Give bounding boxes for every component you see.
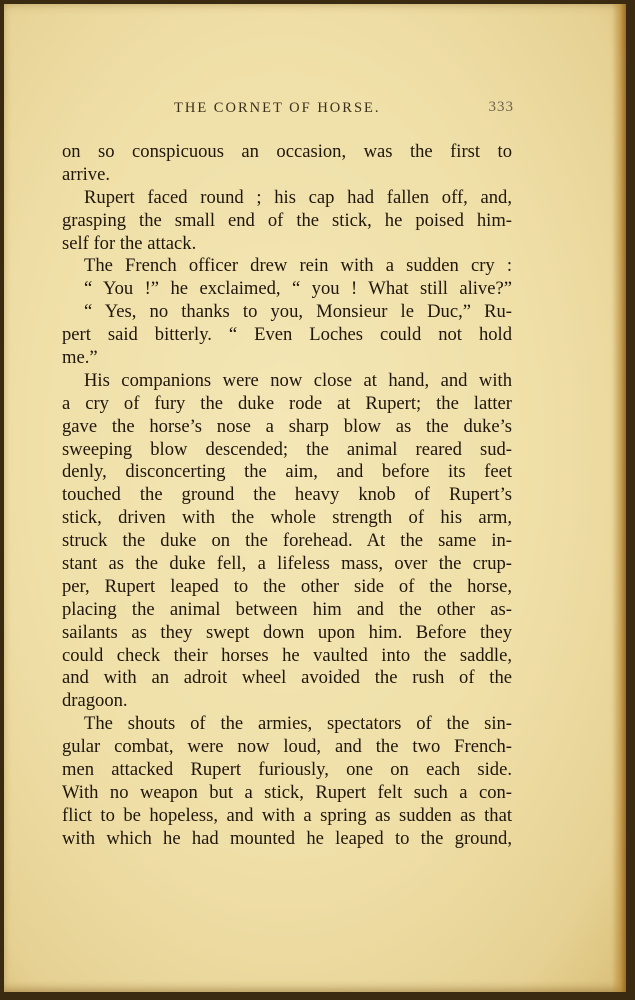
text-line: The shouts of the armies, spectators of the sin-	[84, 713, 512, 735]
page-edge-shadow	[612, 4, 626, 992]
text-line: on so conspicuous an occasion, was the first to	[62, 141, 512, 162]
text-line: self for the attack.	[62, 232, 197, 254]
text-line: sweeping blow descended; the animal reared sud-	[62, 438, 512, 460]
text-line: The French officer drew rein with a sudden cry :	[84, 255, 512, 277]
text-line: could check their horses he vaulted into the saddle,	[62, 644, 512, 666]
text-line: with which he had mounted he leaped to the ground,	[62, 827, 512, 849]
body-text	[62, 141, 512, 851]
text-line: per, Rupert leaped to the other side of the horse,	[62, 575, 512, 597]
text-line: flict to be hopeless, and with a spring as sudden as that	[62, 804, 512, 826]
text-line: With no weapon but a stick, Rupert felt such a con-	[62, 781, 512, 803]
text-line: denly, disconcerting the aim, and before its feet	[62, 461, 512, 483]
text-line: placing the animal between him and the other as-	[62, 598, 512, 620]
text-line: me.”	[62, 347, 98, 369]
text-line: “ You !” he exclaimed, “ you ! What still alive?”	[84, 278, 512, 300]
text-line: “ Yes, no thanks to you, Monsieur le Duc,” Ru-	[84, 301, 512, 323]
text-line: pert said bitterly. “ Even Loches could not hold	[62, 324, 512, 346]
text-line: Rupert faced round ; his cap had fallen off, and,	[84, 186, 512, 208]
text-line: stick, driven with the whole strength of his arm,	[62, 507, 512, 529]
page-number: 333	[488, 99, 514, 115]
text-line: His companions were now close at hand, and with	[84, 369, 512, 391]
text-line: men attacked Rupert furiously, one on each side.	[62, 759, 512, 781]
text-line: gave the horse’s nose a sharp blow as the duke’s	[62, 415, 512, 437]
running-title: THE CORNET OF HORSE.	[174, 100, 381, 116]
book-page	[4, 4, 626, 992]
text-line: touched the ground the heavy knob of Rupert’s	[62, 484, 512, 506]
text-line: arrive.	[62, 163, 111, 185]
text-line: struck the duke on the forehead. At the same in-	[62, 530, 512, 552]
running-header	[62, 99, 514, 124]
text-line: stant as the duke fell, a lifeless mass, over the crup-	[62, 553, 512, 575]
text-line: and with an adroit wheel avoided the rush of the	[62, 667, 512, 689]
text-line: a cry of fury the duke rode at Rupert; the latter	[62, 392, 512, 414]
text-line: grasping the small end of the stick, he poised him-	[62, 209, 512, 231]
text-line: sailants as they swept down upon him. Before they	[62, 621, 512, 643]
text-line: dragoon.	[62, 690, 128, 712]
text-line: gular combat, were now loud, and the two French-	[62, 736, 512, 758]
